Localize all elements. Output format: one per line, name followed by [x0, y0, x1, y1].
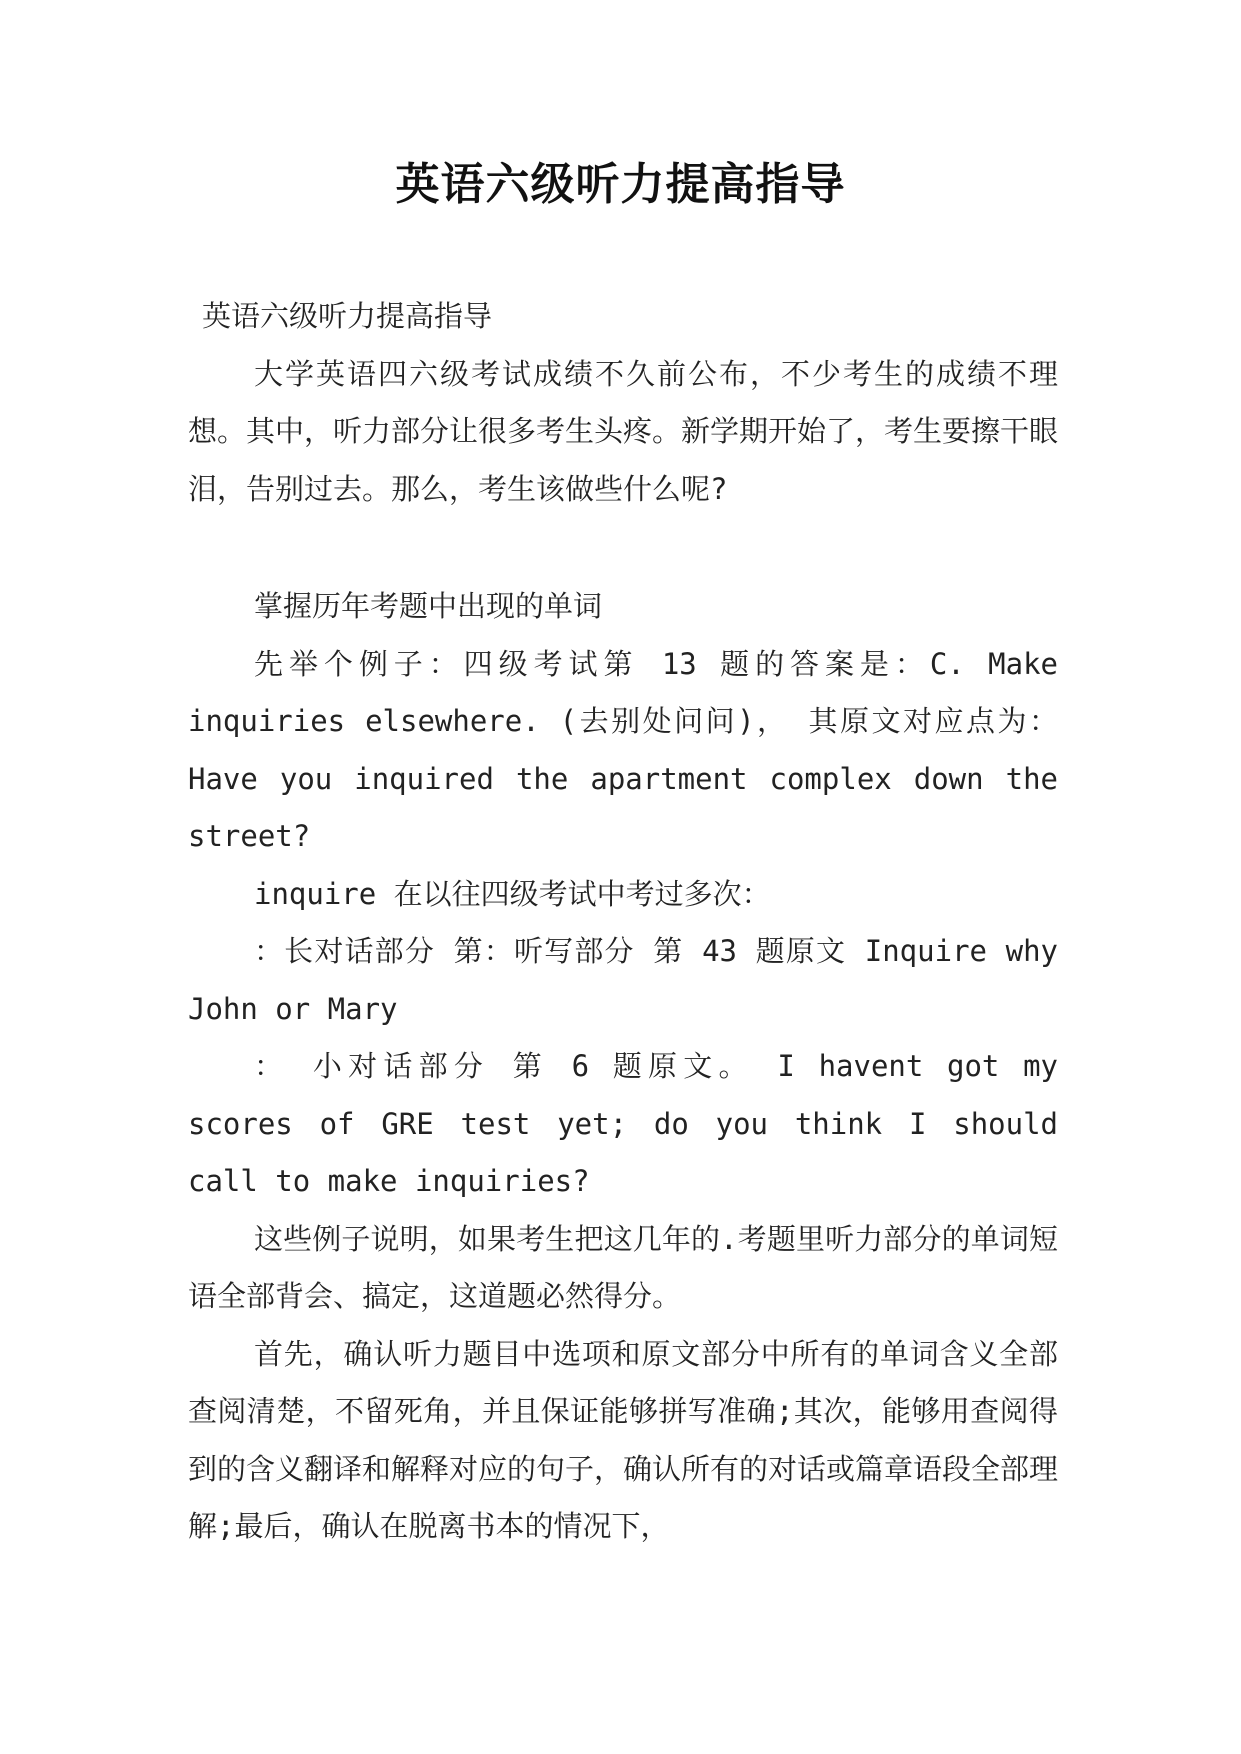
paragraph-steps: 首先，确认听力题目中选项和原文部分中所有的单词含义全部查阅清楚，不留死角，并且保证能够拼写准确;其次，能够用查阅得到的含义翻译和解释对应的句子，确认所有的对话或篇章语段全部理解;最后，确认在脱离书本的情况下，	[188, 1336, 1059, 1543]
paragraph-short-dialog: ： 小对话部分 第 6 题原文。 I havent got my scores of GRE test yet; do you think I should call to make inquiries?	[188, 1049, 1058, 1198]
paragraph-gap	[188, 518, 1058, 578]
paragraph-long-dialog: ：长对话部分 第：听写部分 第 43 题原文 Inquire why John or Mary	[188, 934, 1058, 1026]
subtitle: 英语六级听力提高指导	[202, 299, 493, 333]
paragraph-example: 先举个例子：四级考试第 13 题的答案是：C. Make inquiries elsewhere. (去别处问问)， 其原文对应点为：Have you inquired the apartment complex down the street?	[188, 646, 1058, 853]
section-heading: 掌握历年考题中出现的单词	[254, 589, 603, 623]
document-title: 英语六级听力提高指导	[395, 159, 846, 210]
paragraph-conclusion: 这些例子说明，如果考生把这几年的.考题里听力部分的单词短语全部背会、搞定，这道题必然得分。	[188, 1221, 1058, 1313]
paragraph-inquire: inquire 在以往四级考试中考过多次：	[254, 876, 771, 911]
paragraph-intro: 大学英语四六级考试成绩不久前公布，不少考生的成绩不理想。其中，听力部分让很多考生头疼。新学期开始了，考生要擦干眼泪，告别过去。那么，考生该做些什么呢?	[188, 356, 1059, 506]
document-body	[188, 288, 1058, 1556]
